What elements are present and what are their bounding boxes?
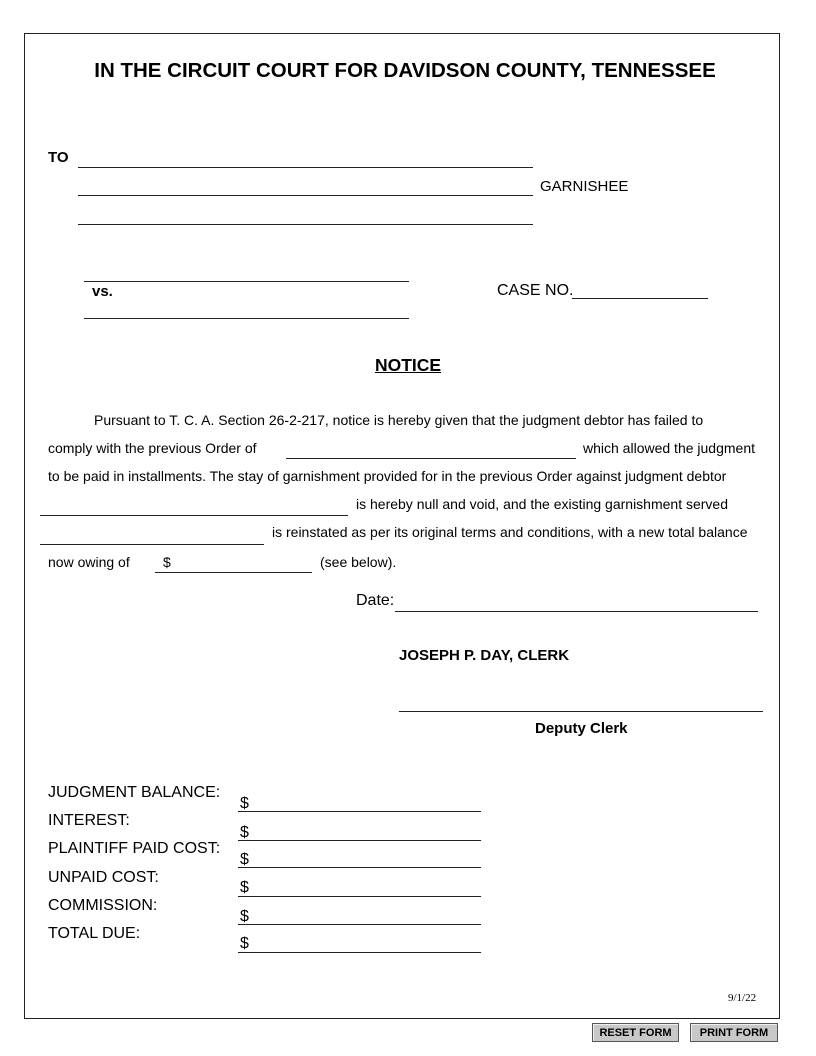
reset-form-button[interactable]: RESET FORM (592, 1023, 679, 1042)
unpaid-cost-line (238, 896, 481, 897)
interest-currency: $ (240, 824, 249, 841)
garnishee-name-field[interactable] (80, 148, 530, 166)
defendant-line (84, 318, 409, 319)
judgment-balance-field[interactable] (254, 794, 478, 811)
vs-label: vs. (92, 283, 113, 300)
date-label: Date: (356, 592, 395, 609)
plaintiff-line (84, 281, 409, 282)
garnishee-name-line (78, 167, 533, 168)
judgment-balance-line (238, 811, 481, 812)
commission-currency: $ (240, 908, 249, 925)
garnishee-label: GARNISHEE (540, 178, 629, 195)
garnishee-address-field-2[interactable] (80, 205, 530, 223)
previous-order-date-field[interactable] (288, 439, 574, 457)
judgment-balance-currency: $ (240, 795, 249, 812)
plaintiff-paid-cost-line (238, 867, 481, 868)
notice-line-5: is reinstated as per its original terms and conditions, with a new total balance (272, 524, 748, 540)
commission-label: COMMISSION: (48, 897, 158, 914)
notice-line-4: is hereby null and void, and the existing garnishment served (356, 496, 728, 512)
deputy-clerk-label: Deputy Clerk (535, 720, 628, 737)
defendant-field[interactable] (86, 299, 406, 317)
case-no-label: CASE NO. (497, 282, 574, 299)
judgment-debtor-field[interactable] (42, 496, 346, 514)
plaintiff-paid-cost-label: PLAINTIFF PAID COST: (48, 840, 221, 857)
revision-date: 9/1/22 (728, 992, 757, 1004)
unpaid-cost-field[interactable] (254, 878, 478, 895)
court-title: IN THE CIRCUIT COURT FOR DAVIDSON COUNTY, TENNESSEE (94, 59, 716, 82)
garnishment-served-line (40, 544, 264, 545)
interest-label: INTEREST: (48, 812, 130, 829)
garnishee-address-field-1[interactable] (80, 176, 530, 194)
notice-line-6b: (see below). (320, 554, 397, 570)
notice-line-3: to be paid in installments. The stay of garnishment provided for in the previous Order against judgment debtor (48, 468, 727, 484)
total-due-currency: $ (240, 935, 249, 952)
previous-order-date-line (286, 458, 576, 459)
case-no-line (572, 298, 708, 299)
total-due-line (238, 952, 481, 953)
notice-line-2a: comply with the previous Order of (48, 440, 257, 456)
commission-line (238, 924, 481, 925)
deputy-signature-line (399, 711, 763, 712)
garnishee-address-line-1 (78, 195, 533, 196)
notice-heading: NOTICE (374, 355, 442, 375)
date-line (395, 611, 758, 612)
date-field[interactable] (397, 592, 755, 610)
plaintiff-paid-cost-currency: $ (240, 851, 249, 868)
total-due-label: TOTAL DUE: (48, 925, 141, 942)
unpaid-cost-label: UNPAID COST: (48, 869, 159, 886)
interest-field[interactable] (254, 823, 478, 840)
notice-line-2b: which allowed the judgment (583, 440, 755, 456)
clerk-name: JOSEPH P. DAY, CLERK (399, 647, 570, 664)
case-no-field[interactable] (574, 280, 706, 298)
total-balance-line (155, 572, 312, 573)
to-label: TO (48, 149, 69, 166)
interest-line (238, 840, 481, 841)
total-due-field[interactable] (254, 934, 478, 951)
garnishment-served-field[interactable] (42, 525, 262, 543)
print-form-button[interactable]: PRINT FORM (690, 1023, 778, 1042)
notice-line-6a: now owing of (48, 554, 130, 570)
judgment-balance-label: JUDGMENT BALANCE: (48, 784, 221, 801)
unpaid-cost-currency: $ (240, 879, 249, 896)
commission-field[interactable] (254, 907, 478, 924)
plaintiff-field[interactable] (86, 262, 406, 280)
notice-line-1: Pursuant to T. C. A. Section 26-2-217, notice is hereby given that the judgment debtor has failed to (94, 412, 704, 428)
balance-currency-symbol: $ (163, 554, 171, 570)
total-balance-field[interactable] (176, 553, 310, 571)
garnishee-address-line-2 (78, 224, 533, 225)
judgment-debtor-line (40, 515, 348, 516)
plaintiff-paid-cost-field[interactable] (254, 850, 478, 867)
